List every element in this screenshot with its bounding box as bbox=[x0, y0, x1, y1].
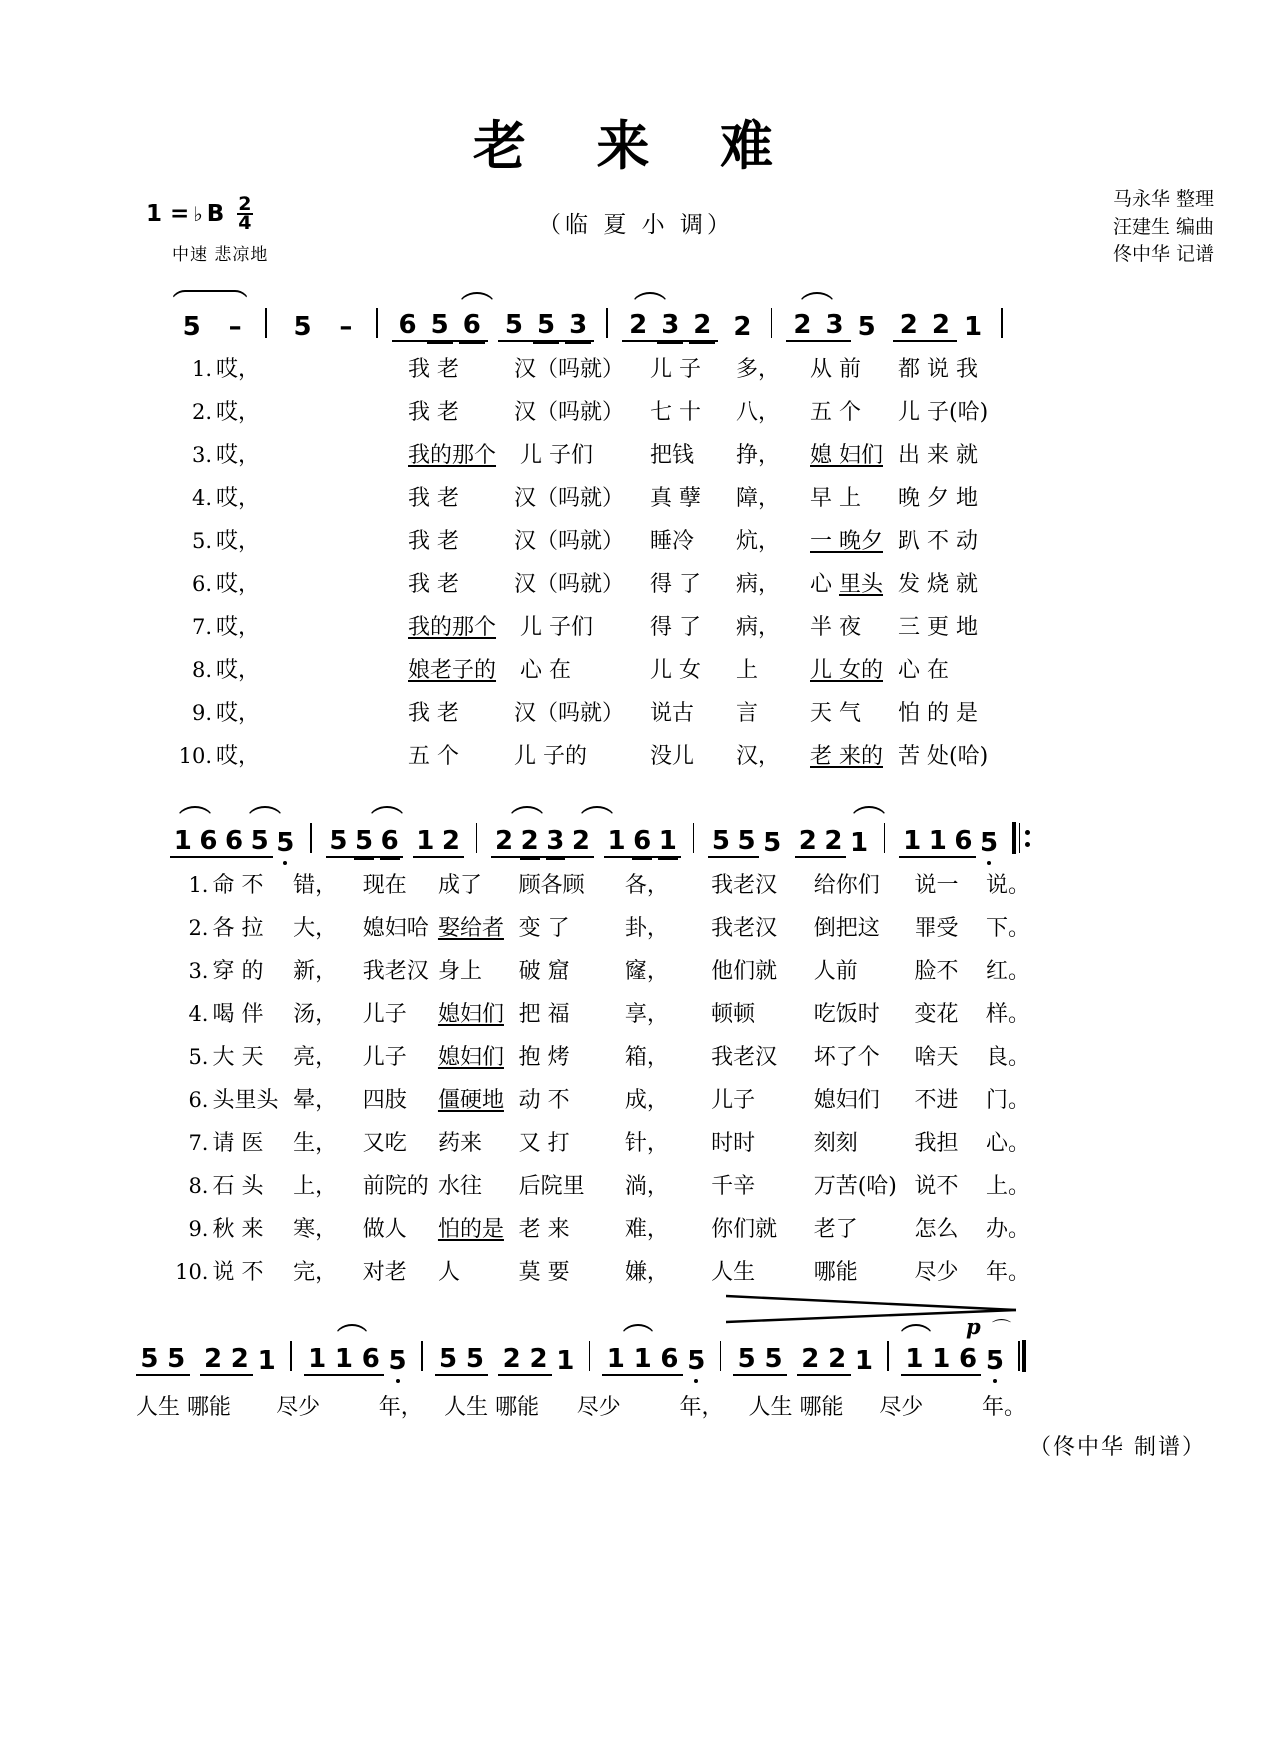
note: 2 bbox=[824, 1344, 851, 1376]
note: 1 bbox=[170, 826, 196, 858]
notation-row-1 bbox=[170, 304, 1005, 342]
note: 3 bbox=[562, 310, 594, 342]
lyric-line: 10. 哎， 五 个 儿 子的 没儿 汉， 老 来的 苦 处(哈) bbox=[178, 744, 989, 769]
note: 1 bbox=[413, 826, 439, 858]
note-low: 5 bbox=[976, 828, 1002, 858]
note: 2 bbox=[686, 310, 718, 342]
notation-row-2 bbox=[170, 818, 1030, 858]
note: 3 bbox=[543, 826, 569, 858]
note-dash: – bbox=[339, 312, 353, 342]
note: 2 bbox=[622, 310, 654, 342]
note: 1 bbox=[925, 826, 951, 858]
barline bbox=[720, 1341, 722, 1371]
credit-line-2: 汪建生 编曲 bbox=[1112, 215, 1214, 238]
barline bbox=[771, 308, 773, 338]
note: 5 bbox=[708, 826, 734, 858]
credit-line-1: 马永华 整理 bbox=[1112, 188, 1214, 210]
note: 1 bbox=[854, 1346, 874, 1376]
note: 6 bbox=[196, 826, 222, 858]
note: 2 bbox=[568, 826, 594, 858]
music-system-2 bbox=[170, 800, 1030, 1294]
note: 5 bbox=[163, 1344, 190, 1376]
barline bbox=[476, 823, 478, 853]
note: 5 bbox=[351, 826, 377, 858]
slur-row-1 bbox=[170, 286, 1005, 304]
barline bbox=[421, 1341, 423, 1371]
barline bbox=[1018, 1341, 1020, 1371]
note: 1 bbox=[928, 1344, 955, 1376]
note: 1 bbox=[257, 1346, 276, 1376]
key-signature: 1 = ♭ B $\frac{2}{4}$ bbox=[146, 193, 252, 235]
lyrics-block-3 bbox=[136, 1386, 1026, 1429]
barline bbox=[589, 1341, 591, 1371]
note: 1 bbox=[331, 1344, 358, 1376]
note: 5 bbox=[760, 1344, 787, 1376]
lyrics-block-2 bbox=[170, 864, 1030, 1294]
note: 5 bbox=[498, 310, 530, 342]
note: 6 bbox=[656, 1344, 683, 1376]
final-barline bbox=[1022, 1340, 1026, 1372]
note: 5 bbox=[857, 312, 876, 342]
note: 5 bbox=[293, 312, 312, 342]
repeat-barline bbox=[1012, 822, 1016, 854]
note: 6 bbox=[377, 826, 403, 858]
note: 5 bbox=[247, 826, 273, 858]
lyric-line: 3. 哎， 我的那个 儿 子们 把钱 挣， 媳 妇们 出 来 就 bbox=[191, 443, 978, 468]
note: 1 bbox=[629, 1344, 656, 1376]
key-label: 1 = bbox=[146, 201, 190, 228]
note-low: 5 bbox=[384, 1346, 411, 1376]
note: 1 bbox=[963, 312, 983, 342]
note: 5 bbox=[136, 1344, 163, 1376]
barline bbox=[265, 308, 267, 338]
note: 2 bbox=[517, 826, 543, 858]
barline bbox=[884, 823, 886, 853]
time-signature bbox=[237, 193, 252, 235]
lyric-line: 1. 哎， 我 老 汉（吗就） 儿 子 多， 从 前 都 说 我 bbox=[191, 357, 978, 382]
barline bbox=[290, 1341, 292, 1371]
note: 2 bbox=[525, 1344, 552, 1376]
slur-row-2 bbox=[170, 800, 1030, 818]
engraver-credit: （佟中华 制谱） bbox=[1029, 1435, 1206, 1460]
note: 1 bbox=[655, 826, 681, 858]
note: 2 bbox=[821, 826, 847, 858]
note: 5 bbox=[182, 312, 201, 342]
note: 2 bbox=[438, 826, 464, 858]
note-dash: – bbox=[228, 312, 242, 342]
note: 1 bbox=[602, 1344, 629, 1376]
note: 6 bbox=[392, 310, 424, 342]
note: 1 bbox=[304, 1344, 331, 1376]
note-low: 5 bbox=[273, 828, 299, 858]
slur-icon bbox=[170, 290, 250, 305]
note: 6 bbox=[221, 826, 247, 858]
note: 6 bbox=[951, 826, 977, 858]
music-system-1 bbox=[170, 286, 1005, 778]
lyric-line: 2. 各 拉 大， 媳妇哈 娶给者 变 了 卦， 我老汉 倒把这 罪受 下。 bbox=[188, 916, 1031, 941]
tempo-marking: 中速 悲凉地 bbox=[172, 245, 269, 265]
lyric-line: 5. 哎， 我 老 汉（吗就） 睡冷 炕， 一 晚夕 趴 不 动 bbox=[191, 529, 978, 554]
note: 2 bbox=[200, 1344, 227, 1376]
page-title: 老 来 难 bbox=[473, 116, 799, 177]
note: 5 bbox=[763, 828, 782, 858]
note: 5 bbox=[461, 1344, 488, 1376]
lyric-line: 6. 哎， 我 老 汉（吗就） 得 了 病， 心 里头 发 烧 就 bbox=[191, 572, 978, 597]
fermata-icon: ⌒ bbox=[992, 1318, 1012, 1340]
note: 1 bbox=[899, 826, 925, 858]
lyric-line: 2. 哎， 我 老 汉（吗就） 七 十 八， 五 个 儿 子(哈) bbox=[191, 400, 989, 425]
barline bbox=[693, 823, 695, 853]
note: 1 bbox=[850, 828, 869, 858]
credits-block bbox=[1113, 186, 1214, 269]
barline bbox=[1019, 823, 1021, 853]
note: 5 bbox=[424, 310, 456, 342]
note: 6 bbox=[357, 1344, 384, 1376]
key-note: B bbox=[206, 201, 225, 228]
notation-row-3 bbox=[136, 1336, 1026, 1376]
note: 5 bbox=[326, 826, 352, 858]
slur-row-3 bbox=[136, 1318, 1026, 1340]
lyric-line: 1. 命 不 错， 现在 成了 顾各顾 各， 我老汉 给你们 说一 说。 bbox=[188, 873, 1031, 898]
lyric-line: 9. 哎， 我 老 汉（吗就） 说古 言 天 气 怕 的 是 bbox=[191, 701, 978, 726]
note-low: 5 bbox=[683, 1346, 710, 1376]
note: 2 bbox=[498, 1344, 525, 1376]
note: 2 bbox=[795, 826, 821, 858]
note: 2 bbox=[786, 310, 818, 342]
note: 2 bbox=[893, 310, 925, 342]
note: 5 bbox=[733, 1344, 760, 1376]
note: 2 bbox=[925, 310, 957, 342]
dynamic-p: p bbox=[966, 1314, 981, 1339]
lyric-line: 8. 石 头 上， 前院的 水往 后院里 淌， 千辛 万苦(哈) 说不 上。 bbox=[188, 1174, 1031, 1199]
lyric-line: 4. 喝 伴 汤， 儿子 媳妇们 把 福 享， 顿顿 吃饭时 变花 样。 bbox=[188, 1002, 1031, 1027]
lyric-line: 6. 头里头 晕， 四肢 僵硬地 动 不 成， 儿子 媳妇们 不进 门。 bbox=[188, 1088, 1031, 1113]
note: 6 bbox=[629, 826, 655, 858]
note: 5 bbox=[530, 310, 562, 342]
lyric-line: 7. 哎， 我的那个 儿 子们 得 了 病， 半 夜 三 更 地 bbox=[191, 615, 978, 640]
note: 5 bbox=[734, 826, 760, 858]
barline bbox=[376, 308, 378, 338]
note: 3 bbox=[819, 310, 851, 342]
lyrics-block-1 bbox=[170, 348, 1005, 778]
note: 2 bbox=[226, 1344, 253, 1376]
barline bbox=[1001, 308, 1003, 338]
note: 1 bbox=[901, 1344, 928, 1376]
repeat-dots-icon bbox=[1025, 823, 1030, 853]
note: 2 bbox=[491, 826, 517, 858]
credit-line-3: 佟中华 记谱 bbox=[1112, 243, 1214, 266]
barline bbox=[606, 308, 608, 338]
note: 6 bbox=[456, 310, 488, 342]
lyric-line: 3. 穿 的 新， 我老汉 身上 破 窟 窿， 他们就 人前 脸不 红。 bbox=[188, 959, 1031, 984]
note: 6 bbox=[955, 1344, 982, 1376]
note: 1 bbox=[604, 826, 630, 858]
note: 2 bbox=[797, 1344, 824, 1376]
lyric-line: 5. 大 天 亮， 儿子 媳妇们 抱 烤 箱， 我老汉 坏了个 啥天 良。 bbox=[188, 1045, 1031, 1070]
note: 2 bbox=[733, 312, 752, 342]
meter-denominator: 4 bbox=[238, 212, 252, 235]
lyric-line: 4. 哎， 我 老 汉（吗就） 真 孽 障， 早 上 晚 夕 地 bbox=[191, 486, 978, 511]
barline bbox=[310, 823, 312, 853]
music-system-3 bbox=[136, 1290, 1026, 1429]
lyric-line: 人生 哪能 尽少 年， 人生 哪能 尽少 年， 人生 哪能 尽少 年。 bbox=[136, 1395, 1026, 1420]
lyric-line: 8. 哎， 娘老子的 心 在 儿 女 上 儿 女的 心 在 bbox=[191, 658, 949, 683]
barline bbox=[887, 1341, 889, 1371]
note-low: 5 bbox=[981, 1346, 1008, 1376]
meter-numerator: 2 bbox=[238, 193, 252, 215]
lyric-line: 7. 请 医 生， 又吃 药来 又 打 针， 时时 刻刻 我担 心。 bbox=[188, 1131, 1031, 1156]
lyric-line: 10. 说 不 完， 对老 人 莫 要 嫌， 人生 哪能 尽少 年。 bbox=[175, 1260, 1031, 1285]
note: 1 bbox=[556, 1346, 575, 1376]
note: 5 bbox=[435, 1344, 462, 1376]
lyric-line: 9. 秋 来 寒， 做人 怕的是 老 来 难， 你们就 老了 怎么 办。 bbox=[188, 1217, 1031, 1242]
subtitle: （临 夏 小 调） bbox=[538, 212, 734, 238]
note: 3 bbox=[654, 310, 686, 342]
